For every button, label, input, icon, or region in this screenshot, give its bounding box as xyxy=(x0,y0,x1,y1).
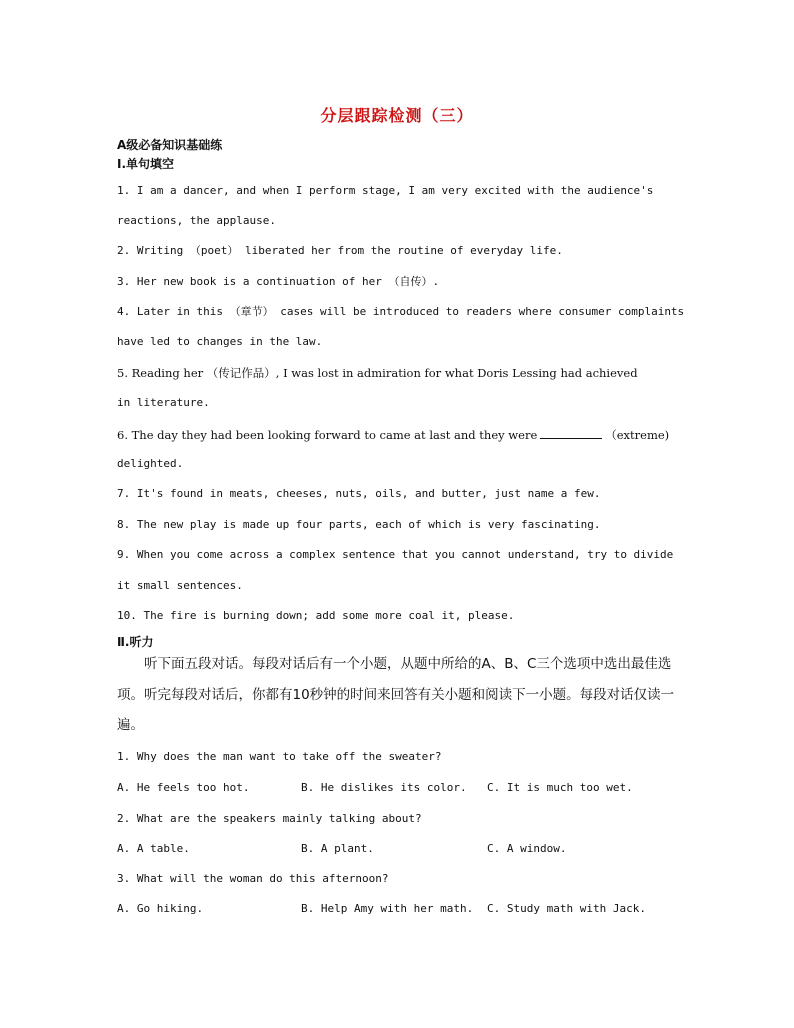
question-4-line-2: have led to changes in the law. xyxy=(117,335,323,348)
question-2: 2. Writing （poet） liberated her from the routine of everyday life. xyxy=(117,244,563,257)
part2-heading: Ⅱ.听力 xyxy=(117,635,154,649)
level-heading: A级必备知识基础练 xyxy=(117,138,223,152)
option-a[interactable]: A. He feels too hot. xyxy=(117,781,250,794)
question-5-line-2: in literature. xyxy=(117,396,210,409)
question-6-line-1 xyxy=(117,427,677,442)
question-6-hint: （extreme) xyxy=(605,428,670,442)
option-a[interactable]: A. Go hiking. xyxy=(117,902,204,915)
answer-blank[interactable] xyxy=(540,427,602,439)
page-title: 分层跟踪检测（三） xyxy=(320,106,474,125)
listening-question-1: 1. Why does the man want to take off the sweater? xyxy=(117,750,442,763)
question-1-line-1: 1. I am a dancer, and when I perform stage, I am very excited with the audience's xyxy=(117,184,654,197)
document-page xyxy=(117,0,685,1028)
option-c[interactable]: C. Study math with Jack. xyxy=(487,902,646,915)
listening-instructions-line-3: 遍。 xyxy=(117,717,144,733)
question-4-line-1: 4. Later in this （章节） cases will be introduced to readers where consumer complaints xyxy=(117,305,685,318)
listening-question-2: 2. What are the speakers mainly talking about? xyxy=(117,812,422,825)
question-7: 7. It's found in meats, cheeses, nuts, oils, and butter, just name a few. xyxy=(117,487,601,500)
option-b[interactable]: B. A plant. xyxy=(301,842,374,855)
listening-question-1-options xyxy=(117,781,677,795)
listening-question-2-options xyxy=(117,842,677,856)
question-9-line-1: 9. When you come across a complex sentence that you cannot understand, try to divide xyxy=(117,548,674,561)
option-b[interactable]: B. Help Amy with her math. xyxy=(301,902,474,915)
option-a[interactable]: A. A table. xyxy=(117,842,190,855)
question-6-line-2: delighted. xyxy=(117,457,184,470)
question-10: 10. The fire is burning down; add some more coal it, please. xyxy=(117,609,515,622)
option-c[interactable]: C. It is much too wet. xyxy=(487,781,633,794)
option-c[interactable]: C. A window. xyxy=(487,842,567,855)
listening-question-3: 3. What will the woman do this afternoon? xyxy=(117,872,389,885)
listening-question-3-options xyxy=(117,902,677,916)
question-1-line-2: reactions, the applause. xyxy=(117,214,276,227)
question-8: 8. The new play is made up four parts, each of which is very fascinating. xyxy=(117,518,601,531)
listening-instructions-line-1: 听下面五段对话。每段对话后有一个小题，从题中所给的A、B、C三个选项中选出最佳选 xyxy=(117,656,672,672)
part1-heading: Ⅰ.单句填空 xyxy=(117,157,175,171)
question-6-text: 6. The day they had been looking forward to came at last and they were xyxy=(117,428,538,442)
question-5-line-1: 5. Reading her （传记作品）, I was lost in admiration for what Doris Lessing had achieved xyxy=(117,366,638,380)
question-3: 3. Her new book is a continuation of her （自传）. xyxy=(117,275,440,288)
option-b[interactable]: B. He dislikes its color. xyxy=(301,781,467,794)
question-9-line-2: it small sentences. xyxy=(117,579,243,592)
listening-instructions-line-2: 项。听完每段对话后，你都有10秒钟的时间来回答有关小题和阅读下一小题。每段对话仅读一 xyxy=(117,687,675,703)
